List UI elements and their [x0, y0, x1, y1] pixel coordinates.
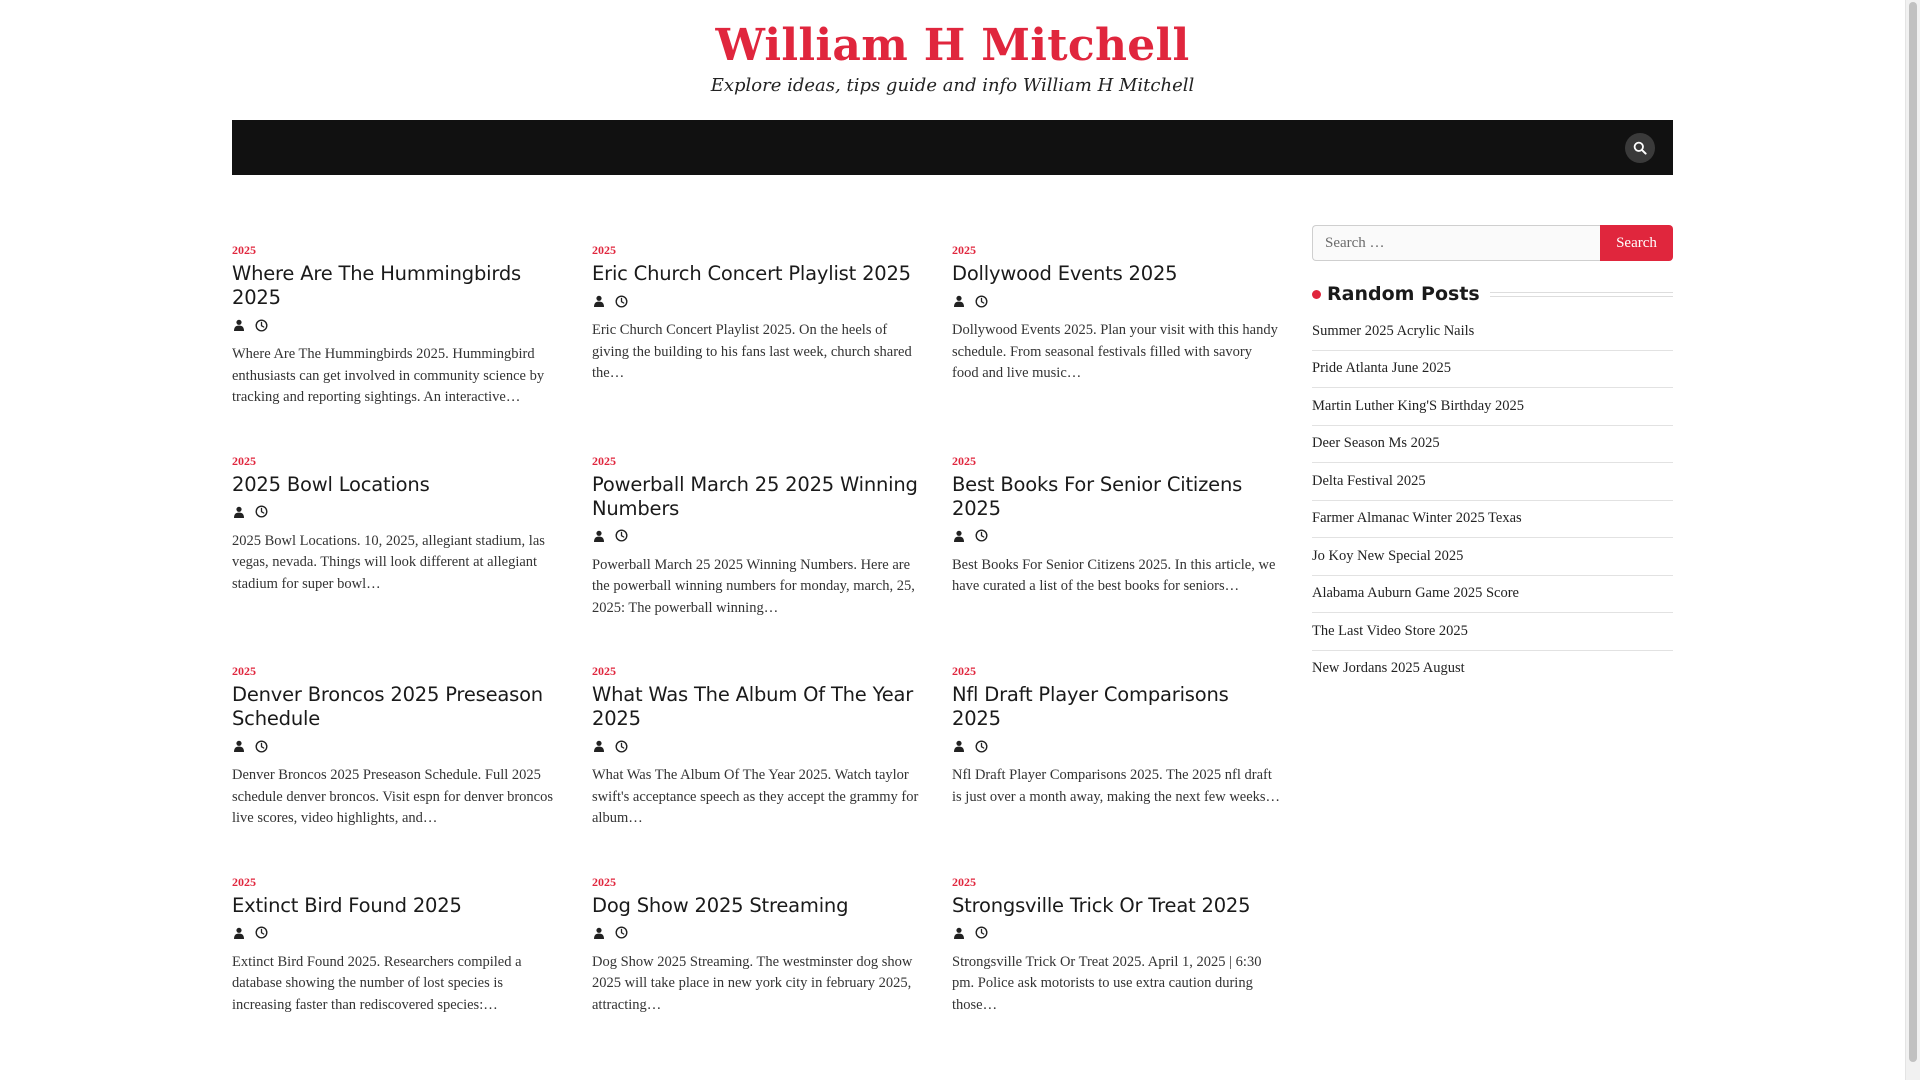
random-post-link[interactable]: Summer 2025 Acrylic Nails — [1312, 322, 1475, 339]
random-post-item — [1312, 613, 1673, 651]
clock-icon[interactable] — [614, 294, 628, 308]
random-post-item — [1312, 426, 1673, 464]
post-meta — [592, 924, 922, 942]
post-meta — [592, 292, 922, 310]
post-excerpt: Nfl Draft Player Comparisons 2025. The 2025 nfl draft is just over a month away, making the next few weeks… — [952, 767, 1281, 805]
post-title-link[interactable]: 2025 Bowl Locations — [232, 472, 430, 496]
search-input[interactable] — [1312, 225, 1600, 261]
post-meta — [952, 292, 1282, 310]
random-post-item — [1312, 351, 1673, 389]
sidebar-search-form — [1312, 225, 1673, 261]
author-icon[interactable] — [232, 926, 246, 940]
random-post-item — [1312, 576, 1673, 614]
post-meta — [232, 503, 562, 521]
page — [232, 0, 1673, 1013]
random-post-link[interactable]: Deer Season Ms 2025 — [1312, 435, 1440, 452]
post-excerpt: Eric Church Concert Playlist 2025. On the heels of giving the building to his fans last week, church shared the… — [592, 322, 912, 381]
author-icon[interactable] — [592, 294, 606, 308]
post-category-link[interactable]: 2025 — [232, 453, 256, 468]
post-category-link[interactable]: 2025 — [592, 453, 616, 468]
post-title-link[interactable]: What Was The Album Of The Year 2025 — [592, 683, 914, 730]
random-post-link[interactable]: Delta Festival 2025 — [1312, 472, 1426, 489]
post-meta — [232, 737, 562, 755]
author-icon[interactable] — [232, 505, 246, 519]
post-title-link[interactable]: Strongsville Trick Or Treat 2025 — [952, 893, 1251, 917]
sidebar — [1312, 225, 1673, 687]
post-excerpt: Strongsville Trick Or Treat 2025. April 1, 2025 | 6:30 pm. Police ask motorists to use extra caution during those… — [952, 953, 1262, 1013]
post-card — [232, 242, 562, 409]
clock-icon[interactable] — [614, 529, 628, 543]
post-excerpt: Powerball March 25 2025 Winning Numbers. Here are the powerball winning numbers for monday, march, 25, 2025: The powerball winning… — [592, 556, 915, 616]
post-card — [952, 242, 1282, 409]
post-category-link[interactable]: 2025 — [232, 874, 256, 889]
post-excerpt: Best Books For Senior Citizens 2025. In this article, we have curated a list of the best books for seniors… — [952, 556, 1276, 594]
clock-icon[interactable] — [254, 505, 268, 519]
author-icon[interactable] — [232, 318, 246, 332]
post-category-link[interactable]: 2025 — [592, 874, 616, 889]
author-icon[interactable] — [952, 294, 966, 308]
random-post-link[interactable]: New Jordans 2025 August — [1312, 660, 1465, 677]
random-post-item — [1312, 388, 1673, 426]
post-category-link[interactable]: 2025 — [232, 664, 256, 678]
post-meta — [592, 737, 922, 755]
author-icon[interactable] — [592, 926, 606, 940]
random-post-item — [1312, 538, 1673, 576]
post-card — [592, 242, 922, 409]
post-card — [592, 453, 922, 620]
random-post-item — [1312, 501, 1673, 539]
post-title-link[interactable]: Dog Show 2025 Streaming — [592, 893, 849, 917]
post-title-link[interactable]: Denver Broncos 2025 Preseason Schedule — [232, 683, 543, 730]
posts-grid — [232, 242, 1282, 1016]
search-button[interactable]: Search — [1600, 225, 1673, 261]
page-scrollbar[interactable] — [1905, 0, 1920, 1080]
post-category-link[interactable]: 2025 — [952, 243, 976, 257]
post-excerpt: Extinct Bird Found 2025. Researchers compiled a database showing the number of lost species is increasing faster than rediscovered species:… — [232, 953, 522, 1013]
post-excerpt: What Was The Album Of The Year 2025. Watch taylor swift's acceptance speech as they accept the grammy for album… — [592, 767, 919, 826]
post-title-link[interactable]: Best Books For Senior Citizens 2025 — [952, 472, 1243, 520]
post-card — [592, 874, 922, 1017]
random-post-link[interactable]: The Last Video Store 2025 — [1312, 622, 1468, 639]
clock-icon[interactable] — [974, 739, 988, 753]
clock-icon[interactable] — [254, 926, 268, 940]
clock-icon[interactable] — [974, 926, 988, 940]
post-category-link[interactable]: 2025 — [592, 664, 616, 678]
post-title-link[interactable]: Powerball March 25 2025 Winning Numbers — [592, 472, 918, 520]
post-card — [232, 453, 562, 620]
clock-icon[interactable] — [254, 318, 268, 332]
random-post-link[interactable]: Jo Koy New Special 2025 — [1312, 547, 1464, 564]
post-excerpt: Denver Broncos 2025 Preseason Schedule. Full 2025 schedule denver broncos. Visit espn for denver broncos live scores, video highlights, and… — [232, 767, 553, 826]
clock-icon[interactable] — [614, 926, 628, 940]
author-icon[interactable] — [952, 529, 966, 543]
clock-icon[interactable] — [974, 294, 988, 308]
post-meta — [232, 924, 562, 942]
post-meta — [592, 527, 922, 545]
author-icon[interactable] — [232, 739, 246, 753]
post-excerpt: 2025 Bowl Locations. 10, 2025, allegiant stadium, las vegas, nevada. Things will look different at allegiant stadium for super bowl… — [232, 532, 545, 592]
clock-icon[interactable] — [974, 529, 988, 543]
post-card — [952, 663, 1282, 830]
scrollbar-thumb[interactable] — [1909, 2, 1917, 1062]
random-posts-heading — [1312, 283, 1673, 305]
random-posts-title: Random Posts — [1327, 283, 1480, 305]
post-excerpt: Dollywood Events 2025. Plan your visit with this handy schedule. From seasonal festivals filled with savory food and live music… — [952, 322, 1278, 381]
post-meta — [952, 737, 1282, 755]
post-excerpt: Dog Show 2025 Streaming. The westminster dog show 2025 will take place in new york city in february 2025, attracting… — [592, 953, 913, 1013]
author-icon[interactable] — [952, 926, 966, 940]
random-post-item — [1312, 651, 1673, 688]
post-title-link[interactable]: Extinct Bird Found 2025 — [232, 893, 462, 917]
post-title-link[interactable]: Dollywood Events 2025 — [952, 262, 1178, 285]
post-category-link[interactable]: 2025 — [952, 664, 976, 678]
site-title[interactable]: William H Mitchell — [715, 20, 1190, 71]
post-title-link[interactable]: Nfl Draft Player Comparisons 2025 — [952, 683, 1229, 730]
post-meta — [232, 316, 562, 334]
clock-icon[interactable] — [254, 739, 268, 753]
post-card — [232, 874, 562, 1017]
random-post-link[interactable]: Pride Atlanta June 2025 — [1312, 360, 1451, 377]
post-meta — [952, 527, 1282, 545]
main-navigation — [232, 120, 1673, 175]
search-icon — [1633, 141, 1647, 155]
author-icon[interactable] — [952, 739, 966, 753]
site-tagline: Explore ideas, tips guide and info William H Mitchell — [710, 75, 1195, 96]
site-header — [232, 0, 1673, 120]
random-post-link[interactable]: Alabama Auburn Game 2025 Score — [1312, 585, 1519, 602]
author-icon[interactable] — [592, 739, 606, 753]
random-post-item — [1312, 313, 1673, 351]
post-meta — [952, 924, 1282, 942]
author-icon[interactable] — [592, 529, 606, 543]
post-category-link[interactable]: 2025 — [592, 243, 616, 257]
post-card — [232, 663, 562, 830]
post-title-link[interactable]: Where Are The Hummingbirds 2025 — [232, 262, 521, 309]
post-category-link[interactable]: 2025 — [952, 453, 976, 468]
heading-divider — [1490, 292, 1673, 297]
clock-icon[interactable] — [614, 739, 628, 753]
post-category-link[interactable]: 2025 — [232, 243, 256, 257]
heading-dot-icon — [1312, 290, 1321, 299]
post-excerpt: Where Are The Hummingbirds 2025. Hummingbird enthusiasts can get involved in community science by tracking and reporting sightings. An interactive… — [232, 346, 545, 405]
nav-search-button[interactable] — [1625, 133, 1655, 163]
post-card — [592, 663, 922, 830]
random-post-link[interactable]: Farmer Almanac Winter 2025 Texas — [1312, 510, 1522, 527]
post-card — [952, 453, 1282, 620]
random-post-link[interactable]: Martin Luther King'S Birthday 2025 — [1312, 397, 1525, 414]
random-post-item — [1312, 463, 1673, 501]
post-category-link[interactable]: 2025 — [952, 874, 976, 889]
random-posts-list — [1312, 313, 1673, 687]
post-card — [952, 874, 1282, 1017]
post-title-link[interactable]: Eric Church Concert Playlist 2025 — [592, 262, 911, 285]
